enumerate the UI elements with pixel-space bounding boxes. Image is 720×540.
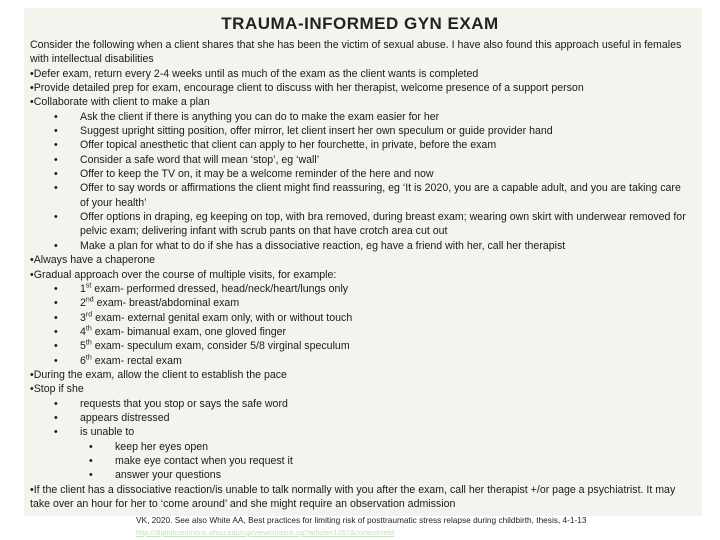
stop-item: • appears distressed [54, 411, 170, 424]
plan-item: • Consider a safe word that will mean ‘stop’, eg ‘wall’ [54, 153, 320, 166]
visit-item: • 6th exam- rectal exam [54, 354, 182, 367]
bullet-dot: • [54, 182, 58, 195]
visit-item: • 5th exam- speculum exam, consider 5/8 virginal speculum [54, 339, 350, 353]
bullet-dot: • [54, 168, 58, 181]
stop-item: • is unable to [54, 426, 135, 439]
bullet-dot: • [54, 426, 58, 439]
bullet-defer: •Defer exam, return every 2-4 weeks until as much of the exam as the client wants is completed [30, 67, 479, 80]
bullet-stop: •Stop if she [30, 383, 84, 396]
plan-item: • Make a plan for what to do if she has a dissociative reaction, eg have a friend with her, call her therapist [54, 239, 566, 252]
plan-item: • Suggest upright sitting position, offer mirror, let client insert her own speculum or guide provider hand [54, 125, 553, 138]
bullet-gradual: •Gradual approach over the course of multiple visits, for example: [30, 268, 337, 281]
bullet-dot: • [89, 469, 93, 482]
bullet-pace: •During the exam, allow the client to establish the pace [30, 368, 287, 381]
visit-item: • 3rd exam- external genital exam only, with or without touch [54, 311, 353, 324]
visit-list [30, 282, 690, 368]
visit-item: • 1st exam- performed dressed, head/neck/heart/lungs only [54, 282, 349, 295]
bullet-prep: •Provide detailed prep for exam, encourage client to discuss with her therapist, welcome presence of a support person [30, 82, 584, 95]
bullet-dot: • [54, 211, 58, 224]
plan-item: • Offer topical anesthetic that client can apply to her fourchette, in private, before the exam [54, 139, 497, 152]
stop-item: • requests that you stop or says the safe word [54, 397, 288, 410]
bullet-collaborate: •Collaborate with client to make a plan [30, 96, 210, 109]
bullet-dot: • [54, 397, 58, 410]
citation-footer: VK, 2020. See also White AA, Best practices for limiting risk of posttraumatic stress relapse during childbirth, thesis, 4-1-13 [136, 515, 587, 525]
bullet-dot: • [54, 340, 58, 353]
unable-item: • answer your questions [89, 469, 221, 482]
bullet-dot: • [54, 354, 58, 367]
document-body [30, 38, 690, 511]
plan-item: • Offer to say words or affirmations the client might find reassuring, eg ‘It is 2020, you are a capable adult, and you are taking care of your health’ [54, 182, 681, 209]
bullet-chaperone: •Always have a chaperone [30, 254, 156, 267]
page-title: TRAUMA-INFORMED GYN EXAM [221, 14, 499, 33]
bullet-dot: • [54, 297, 58, 310]
intro-paragraph: Consider the following when a client shares that she has been the victim of sexual abuse. I have also found this approach useful in females with intellectual disabilities [30, 39, 682, 66]
stop-list [30, 397, 690, 483]
visit-item: • 2nd exam- breast/abdominal exam [54, 296, 240, 310]
unable-item: • make eye contact when you request it [89, 454, 293, 467]
plan-item: • Offer to keep the TV on, it may be a welcome reminder of the here and now [54, 168, 434, 181]
bullet-dot: • [54, 411, 58, 424]
bullet-dot: • [54, 153, 58, 166]
citation-link[interactable]: http://digitalcommons.ohsu.edu/cgi/viewcontent.cgi?article=1057&context=etd [136, 528, 395, 537]
visit-item: • 4th exam- bimanual exam, one gloved finger [54, 325, 287, 338]
bullet-dissociative: •If the client has a dissociative reaction/is unable to talk normally with you after the exam, call her therapist +/or page a psychiatrist. It may take over an hour for her to ‘come around’ and she might require an observation admission [30, 483, 676, 510]
bullet-dot: • [54, 125, 58, 138]
bullet-dot: • [89, 440, 93, 453]
plan-list [30, 110, 690, 253]
bullet-dot: • [54, 239, 58, 252]
bullet-dot: • [54, 282, 58, 295]
plan-item: • Offer options in draping, eg keeping on top, with bra removed, during breast exam; wearing own skirt with underwear removed for pelvic exam; delivering infant with scrub pants on that have crotch area cut out [54, 211, 686, 238]
bullet-dot: • [54, 311, 58, 324]
bullet-dot: • [54, 139, 58, 152]
bullet-dot: • [54, 110, 58, 123]
bullet-dot: • [89, 454, 93, 467]
unable-item: • keep her eyes open [89, 440, 209, 453]
bullet-dot: • [54, 325, 58, 338]
plan-item: • Ask the client if there is anything you can do to make the exam easier for her [54, 110, 440, 123]
